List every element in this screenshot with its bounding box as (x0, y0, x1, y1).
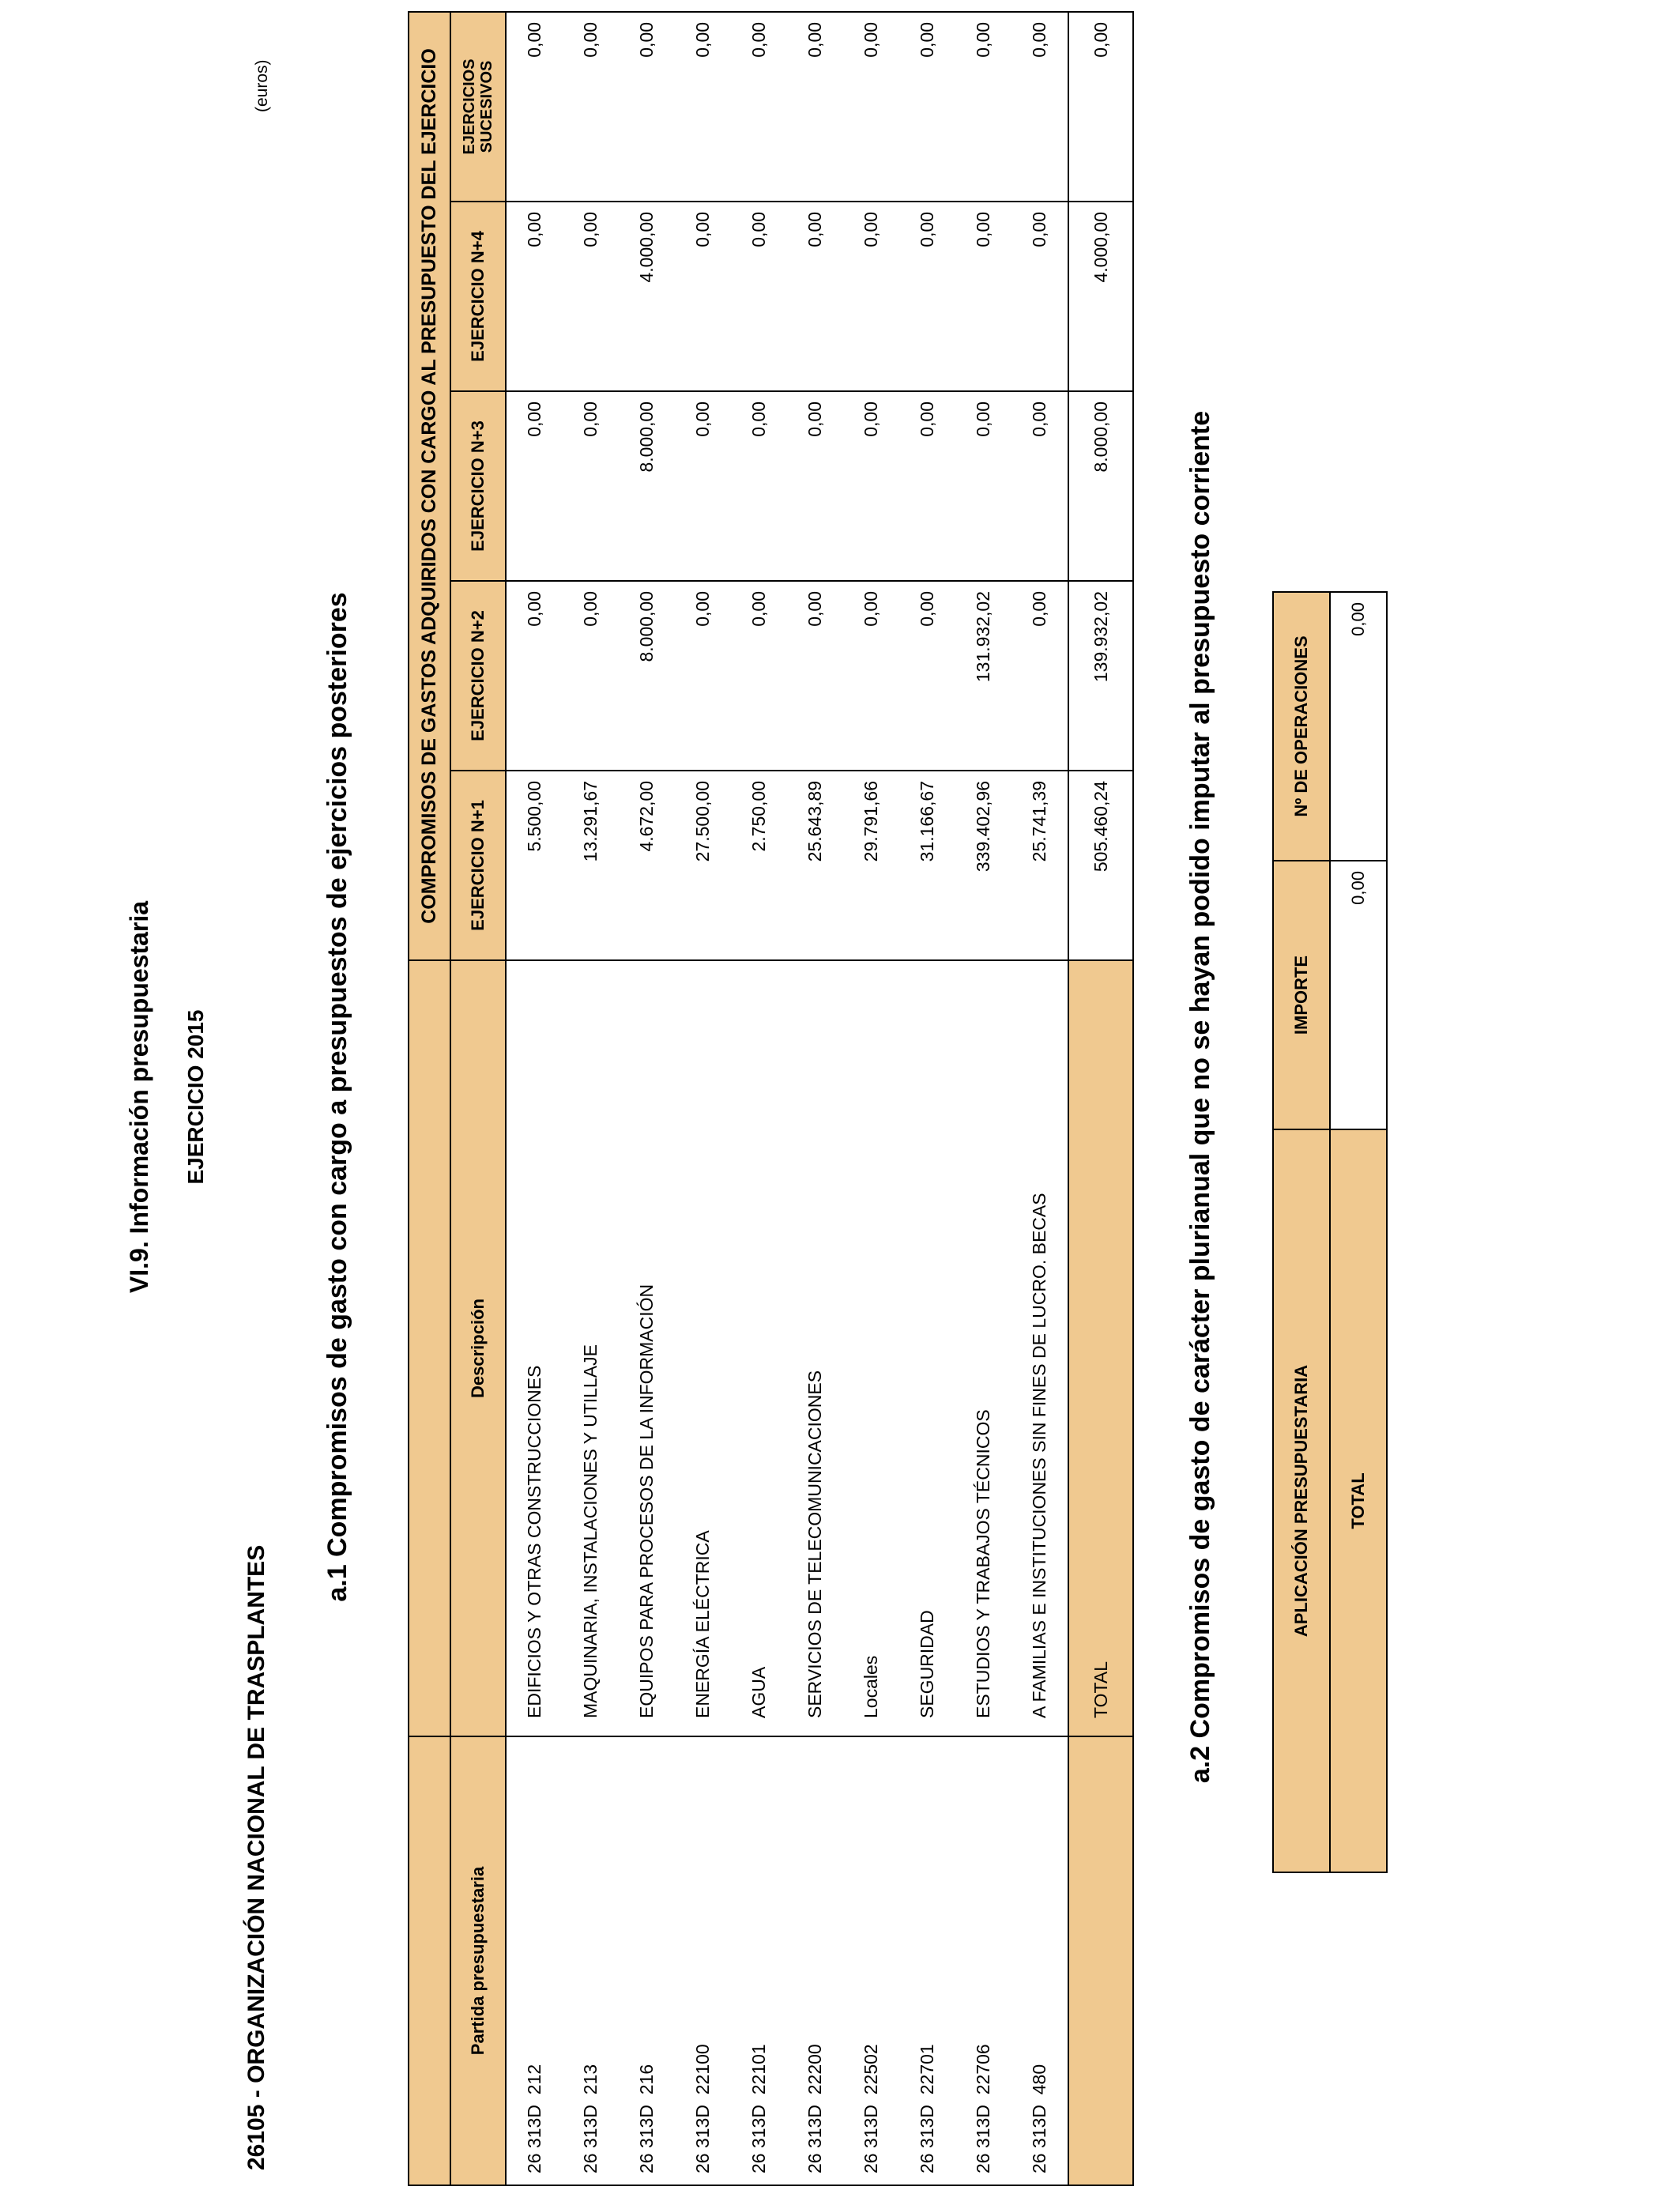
value-cell-n1: 25.741,39 (1011, 771, 1068, 960)
col-descripcion: Descripción (450, 960, 506, 1736)
value-cell-n4: 0,00 (843, 202, 899, 391)
total-importe: 0,00 (1330, 861, 1387, 1129)
value-cell-n1: 27.500,00 (675, 771, 731, 960)
total-operaciones: 0,00 (1330, 592, 1387, 861)
header-blank-descripcion (409, 960, 450, 1736)
value-cell-n4: 0,00 (1011, 202, 1068, 391)
section-title: VI.9. Información presupuestaria (125, 900, 153, 1294)
value-cell-n2: 0,00 (563, 581, 619, 771)
partida-cell: 26 313D 216 (619, 1736, 675, 2185)
descripcion-cell: MAQUINARIA, INSTALACIONES Y UTILLAJE (563, 960, 619, 1736)
col-partida: Partida presupuestaria (450, 1736, 506, 2185)
value-cell-n1: 2.750,00 (731, 771, 787, 960)
total-value-n2: 139.932,02 (1068, 581, 1133, 771)
value-cell-n1: 5.500,00 (506, 771, 563, 960)
value-cell-sucesivos: 0,00 (1011, 12, 1068, 202)
partida-cell: 26 313D 212 (506, 1736, 563, 2185)
col-n3: EJERCICIO N+3 (450, 391, 506, 581)
exercise-title: EJERCICIO 2015 (183, 1009, 208, 1185)
value-cell-n2: 0,00 (675, 581, 731, 771)
partida-cell: 26 313D 22502 (843, 1736, 899, 2185)
value-cell-sucesivos: 0,00 (899, 12, 955, 202)
descripcion-cell: A FAMILIAS E INSTITUCIONES SIN FINES DE LUCRO. BECAS (1011, 960, 1068, 1736)
value-cell-n4: 0,00 (675, 202, 731, 391)
group-header: COMPROMISOS DE GASTOS ADQUIRIDOS CON CARGO AL PRESUPUESTO DEL EJERCICIO (409, 12, 450, 960)
descripcion-cell: ESTUDIOS Y TRABAJOS TÉCNICOS (955, 960, 1011, 1736)
value-cell-n3: 0,00 (731, 391, 787, 581)
value-cell-n4: 0,00 (506, 202, 563, 391)
value-cell-n2: 131.932,02 (955, 581, 1011, 771)
value-cell-n3: 0,00 (563, 391, 619, 581)
col-operaciones: Nº DE OPERACIONES (1273, 592, 1330, 861)
total-label: TOTAL (1068, 960, 1133, 1736)
value-cell-sucesivos: 0,00 (506, 12, 563, 202)
value-cell-n2: 0,00 (899, 581, 955, 771)
total-blank (1068, 1736, 1133, 2185)
col-aplicacion: APLICACIÓN PRESUPUESTARIA (1273, 1129, 1330, 1872)
value-cell-n2: 0,00 (506, 581, 563, 771)
value-cell-n1: 339.402,96 (955, 771, 1011, 960)
table-row (899, 12, 955, 2185)
partida-cell: 26 313D 22706 (955, 1736, 1011, 2185)
value-cell-sucesivos: 0,00 (675, 12, 731, 202)
total-value-n1: 505.460,24 (1068, 771, 1133, 960)
partida-cell: 26 313D 22101 (731, 1736, 787, 2185)
value-cell-n1: 29.791,66 (843, 771, 899, 960)
value-cell-sucesivos: 0,00 (843, 12, 899, 202)
descripcion-cell: ENERGÍA ELÉCTRICA (675, 960, 731, 1736)
partida-cell: 26 313D 213 (563, 1736, 619, 2185)
value-cell-n3: 0,00 (787, 391, 843, 581)
value-cell-n1: 13.291,67 (563, 771, 619, 960)
value-cell-n4: 0,00 (899, 202, 955, 391)
commitments-table (408, 11, 1134, 2186)
col-importe: IMPORTE (1273, 861, 1330, 1129)
col-n1: EJERCICIO N+1 (450, 771, 506, 960)
total-label: TOTAL (1330, 1129, 1387, 1872)
value-cell-sucesivos: 0,00 (955, 12, 1011, 202)
value-cell-n3: 0,00 (675, 391, 731, 581)
descripcion-cell: SEGURIDAD (899, 960, 955, 1736)
header-blank-partida (409, 1736, 450, 2185)
partida-cell: 26 313D 22701 (899, 1736, 955, 2185)
partida-cell: 26 313D 22200 (787, 1736, 843, 2185)
value-cell-n3: 0,00 (1011, 391, 1068, 581)
value-cell-sucesivos: 0,00 (787, 12, 843, 202)
value-cell-n4: 0,00 (731, 202, 787, 391)
value-cell-n4: 0,00 (563, 202, 619, 391)
col-n4: EJERCICIO N+4 (450, 202, 506, 391)
col-sucesivos: EJERCICIOS SUCESIVOS (450, 12, 506, 202)
table-row (1011, 12, 1068, 2185)
value-cell-n1: 25.643,89 (787, 771, 843, 960)
value-cell-n3: 0,00 (506, 391, 563, 581)
descripcion-cell: EDIFICIOS Y OTRAS CONSTRUCCIONES (506, 960, 563, 1736)
value-cell-n2: 0,00 (843, 581, 899, 771)
value-cell-n1: 4.672,00 (619, 771, 675, 960)
section-a1-title: a.1 Compromisos de gasto con cargo a presupuestos de ejercicios posteriores (322, 592, 352, 1602)
descripcion-cell: EQUIPOS PARA PROCESOS DE LA INFORMACIÓN (619, 960, 675, 1736)
col-n2: EJERCICIO N+2 (450, 581, 506, 771)
value-cell-n4: 0,00 (955, 202, 1011, 391)
table-row (731, 12, 787, 2185)
value-cell-n1: 31.166,67 (899, 771, 955, 960)
value-cell-sucesivos: 0,00 (619, 12, 675, 202)
value-cell-n3: 0,00 (955, 391, 1011, 581)
section-a2-title: a.2 Compromisos de gasto de carácter plurianual que no se hayan podido imputar al presupuesto corriente (1185, 410, 1215, 1784)
value-cell-n3: 8.000,00 (619, 391, 675, 581)
value-cell-n2: 0,00 (787, 581, 843, 771)
value-cell-sucesivos: 0,00 (731, 12, 787, 202)
value-cell-n4: 4.000,00 (619, 202, 675, 391)
value-cell-n4: 0,00 (787, 202, 843, 391)
table-row (506, 12, 563, 2185)
partida-cell: 26 313D 22100 (675, 1736, 731, 2185)
total-value-n3: 8.000,00 (1068, 391, 1133, 581)
descripcion-cell: AGUA (731, 960, 787, 1736)
value-cell-n2: 0,00 (1011, 581, 1068, 771)
value-cell-n2: 8.000,00 (619, 581, 675, 771)
total-value-sucesivos: 0,00 (1068, 12, 1133, 202)
table-row (955, 12, 1011, 2185)
total-row (1068, 12, 1133, 2185)
units-label: (euros) (253, 59, 271, 112)
table-row (675, 12, 731, 2185)
table-row (619, 12, 675, 2185)
table-row (787, 12, 843, 2185)
descripcion-cell: Locales (843, 960, 899, 1736)
value-cell-n2: 0,00 (731, 581, 787, 771)
partida-cell: 26 313D 480 (1011, 1736, 1068, 2185)
table-row (843, 12, 899, 2185)
value-cell-sucesivos: 0,00 (563, 12, 619, 202)
value-cell-n3: 0,00 (899, 391, 955, 581)
descripcion-cell: SERVICIOS DE TELECOMUNICACIONES (787, 960, 843, 1736)
table-row (563, 12, 619, 2185)
organization-name: 26105 - ORGANIZACIÓN NACIONAL DE TRASPLANTES (243, 1544, 269, 2170)
plurianual-table (1272, 591, 1388, 1873)
total-value-n4: 4.000,00 (1068, 202, 1133, 391)
value-cell-n3: 0,00 (843, 391, 899, 581)
